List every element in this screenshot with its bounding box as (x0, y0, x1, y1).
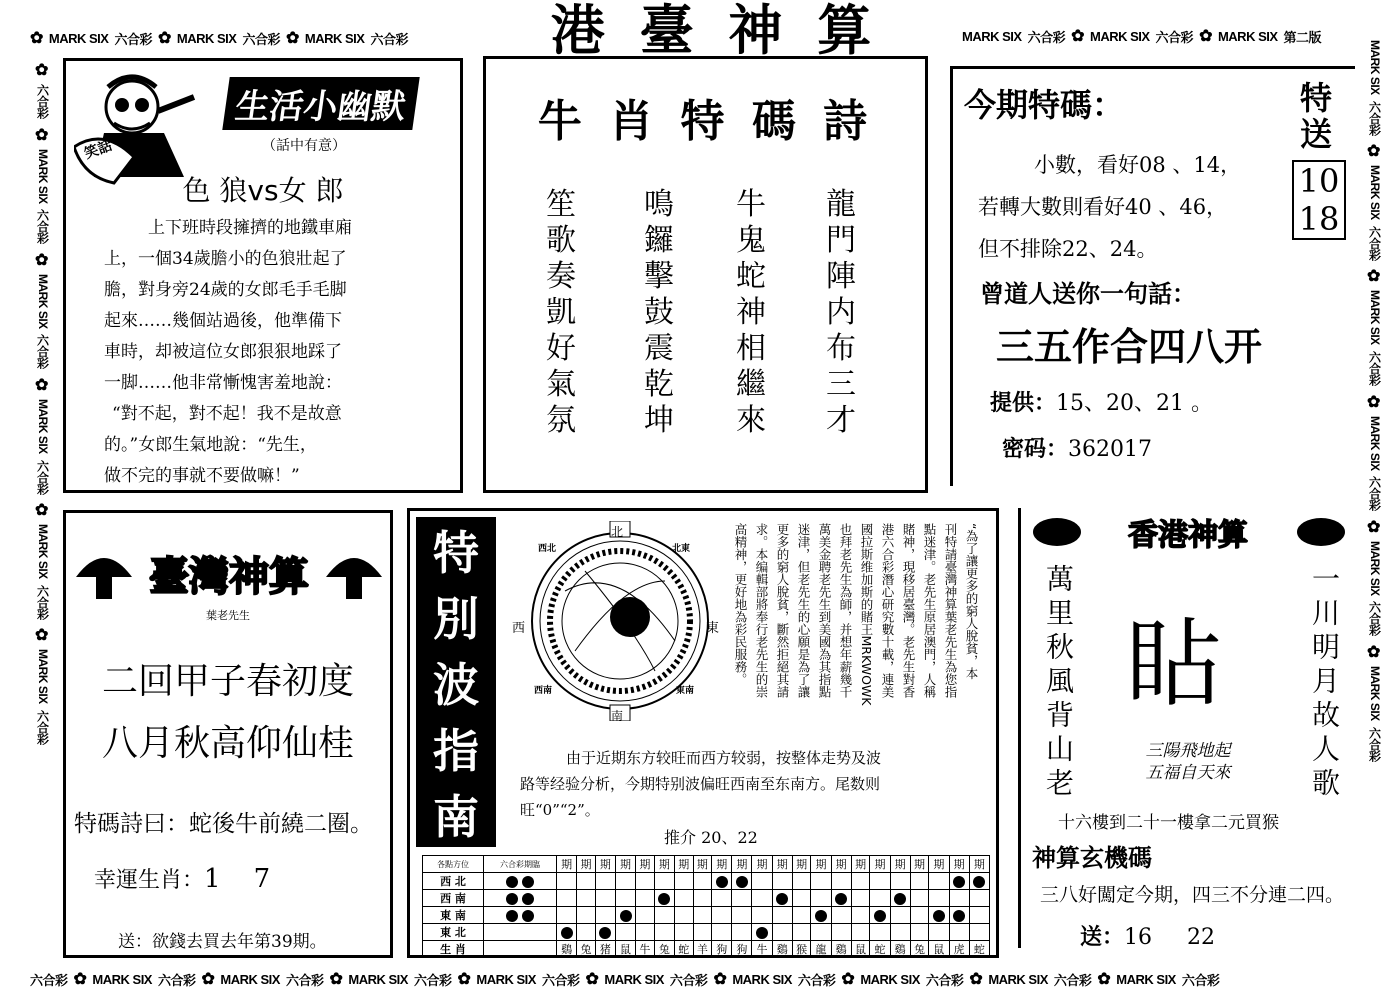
compass-se: 東南 (676, 686, 695, 696)
divider (1018, 508, 1021, 948)
divider (950, 66, 1355, 69)
poem-col-1: 龍 門 陣 内 布 三 才 (826, 187, 856, 438)
fan-text: 笑話 (82, 137, 115, 163)
provide-line: 提供：15、20、21 。 (990, 390, 1213, 416)
hk-title: 香港神算 (1128, 518, 1248, 553)
hk-mid: 三陽飛地起 五福自天來 (1145, 741, 1231, 783)
poem-col-2: 牛 鬼 蛇 神 相 繼 來 (736, 187, 766, 438)
table-row: 生 肖 鷄 兔 猪 鼠 牛 兔 蛇 羊 狗 狗 牛 鷄 猴 龍 鷄 鼠 蛇 鷄 兔 鼠 虎 蛇 (423, 941, 990, 958)
edition-label: 第二版 (1283, 29, 1322, 45)
flower-icon: ✿ (1199, 28, 1212, 45)
taiwan-author: 葉老先生 (206, 609, 250, 622)
top-right-band: MARK SIX 六合彩 ✿ MARK SIX 六合彩 ✿ MARK SIX 第二版 (962, 28, 1322, 45)
humor-subtitle: （話中有意） (262, 138, 346, 154)
poem-col-4: 笙 歌 奏 凱 好 氣 氛 (546, 187, 576, 438)
hk-code-heading: 神算玄機碼 (1032, 844, 1152, 872)
cartoon-person-icon (74, 67, 224, 185)
hk-right-col: 一川明月故人歌 (1308, 564, 1341, 802)
story-body: 上下班時段擁擠的地鐵車廂 上，一個34歲膽小的色狼壯起了 膽，對身旁24歲的女郎毛手毛脚 起來……幾個站過後，他準備下 車時，却被這位女郎狠狠地踩了 一脚……他非常慚愧害羞地說： “對不起，對不起！我不是故意 的。”女郎生氣地說：“先生， 做不完的事就不要做嘛！” (104, 218, 352, 486)
compass-nw: 西北 (538, 544, 557, 554)
story-title: 色 狼vs女 郎 (182, 174, 344, 207)
divider (950, 66, 953, 486)
compass-south: 南 (611, 709, 624, 723)
taiwan-panel (63, 510, 393, 958)
special-heading: 今期特碼： (964, 86, 1125, 124)
hk-left-col: 萬里秋風背山老 (1042, 564, 1075, 802)
mushroom-icon (74, 543, 134, 603)
taiwan-send: 送：欲錢去買去年第39期。 (118, 932, 327, 952)
compass-west: 西 (512, 621, 526, 636)
taiwan-title: 臺灣神算 (149, 553, 309, 600)
wave-recommend: 推介 20、22 (664, 828, 758, 847)
table-row: 東 北 (423, 924, 990, 941)
saying-text: 三五作合四八开 (996, 325, 1263, 369)
special-panel (950, 60, 1355, 490)
poem-panel (483, 56, 928, 493)
flower-icon: ✿ (285, 30, 299, 47)
code-line: 密码：362017 (1002, 436, 1152, 462)
poem-col-3: 鳴 鑼 擊 鼓 震 乾 坤 (644, 187, 674, 438)
poem-title: 牛 肖 特 碼 詩 (537, 96, 874, 147)
saying-label: 曾道人送你一句話： (980, 279, 1196, 308)
flower-icon: ✿ (30, 30, 43, 47)
special-body: 小數，看好08 、14， 若轉大數則看好40 、46， 但不排除22、24。 (978, 153, 1242, 261)
table-row: 西 北 (423, 873, 990, 890)
badge-label: 特 送 (1300, 79, 1333, 153)
mushroom-icon (324, 543, 384, 603)
taiwan-poem: 特碼詩曰：蛇後牛前繞二圈。 (74, 811, 373, 837)
ornament-icon (1296, 514, 1346, 550)
taiwan-line-2: 八月秋高仰仙桂 (101, 723, 354, 764)
table-row: 東 南 (423, 907, 990, 924)
wave-title: 特 別 波 指 南 (416, 517, 496, 847)
wave-panel (407, 508, 999, 958)
top-left-band: ✿ MARK SIX 六合彩 ✿ MARK SIX 六合彩 ✿ MARK SIX 六合彩 (30, 30, 408, 47)
flower-icon: ✿ (157, 30, 171, 47)
hk-line-1: 十六樓到二十一樓拿二元買猴 (1058, 813, 1279, 833)
flower-icon: ✿ (1071, 28, 1084, 45)
left-band: ✿ 六合彩 ✿ MARK SIX 六合彩 ✿ MARK SIX 六合彩 ✿ MARK SIX 六合彩 ✿ MARK SIX 六合彩 ✿ MARK SIX 六合彩 (35, 62, 50, 745)
wave-article: “為了讓更多的窮人脫貧，本 刊特請臺灣神算葉老先生為您指 點迷津。老先生原居澳門，人稱 賭神，現移居臺灣。老先生對香 港六合彩潛心研究數十載，連美 國拉斯维加斯的賭王MRKWOWK 也拜老先生為師，并想年薪幾千 萬美金聘老先生到美國為其指點 迷津，但老先生的心願是為了讓 更多的窮人脫貧，斷然拒絕其請 求。本编輯部將奉行老先生的崇 高精神，更好地為彩民服務。 (733, 523, 979, 706)
ornament-icon (1032, 514, 1082, 550)
hk-big-char: 䀡 (1126, 608, 1222, 720)
humor-banner: 生活小幽默 (222, 77, 419, 130)
badge-numbers: 10 18 (1292, 160, 1346, 240)
hk-line-2: 三八好闖定今期，四三不分連二四。 (1040, 884, 1345, 906)
compass-north: 北 (611, 525, 624, 539)
hk-panel (1018, 508, 1358, 958)
bottom-band: 六合彩 ✿ MARK SIX 六合彩 ✿ MARK SIX 六合彩 ✿ MARK SIX 六合彩 ✿ MARK SIX 六合彩 ✿ MARK SIX 六合彩 ✿ MARK SIX 六合彩 ✿ MARK SIX 六合彩 ✿ MARK SIX 六合彩 ✿ MARK SIX 六合彩 (30, 971, 1220, 988)
compass-east: 東 (706, 621, 720, 636)
compass-sw: 西南 (534, 686, 553, 696)
humor-panel (63, 58, 463, 493)
page-title: 港 臺 神 算 (550, 0, 880, 62)
taiwan-line-1: 二回甲子春初度 (101, 661, 354, 702)
taiwan-lucky: 幸運生肖：1 7 (94, 864, 271, 894)
wave-table: 各點方位 六合彩期臨 期 期 期 期 期 期 期 期 期 期 期 期 期 期 期 期 期 期 期 期 期 期 西 北 西 南 東 南 東 北 生 肖 鷄 兔 猪 鼠 牛 兔 蛇 羊 狗 狗 牛 鷄 猴 龍 鷄 鼠 蛇 鷄 兔 鼠 虎 蛇 (422, 855, 990, 958)
wave-analysis: 由于近期东方较旺而西方较弱，按整体走势及波 路等经验分析，今期特别波偏旺西南至东南方。尾数则 旺“0”“2”。 (520, 749, 882, 819)
compass-ne: 北東 (672, 544, 691, 554)
hk-send: 送：16 22 (1080, 925, 1215, 950)
table-row: 西 南 (423, 890, 990, 907)
right-band: MARK SIX 六合彩 ✿ MARK SIX 六合彩 ✿ MARK SIX 六合彩 ✿ MARK SIX 六合彩 ✿ MARK SIX 六合彩 ✿ MARK SIX 六合彩 (1367, 40, 1382, 762)
